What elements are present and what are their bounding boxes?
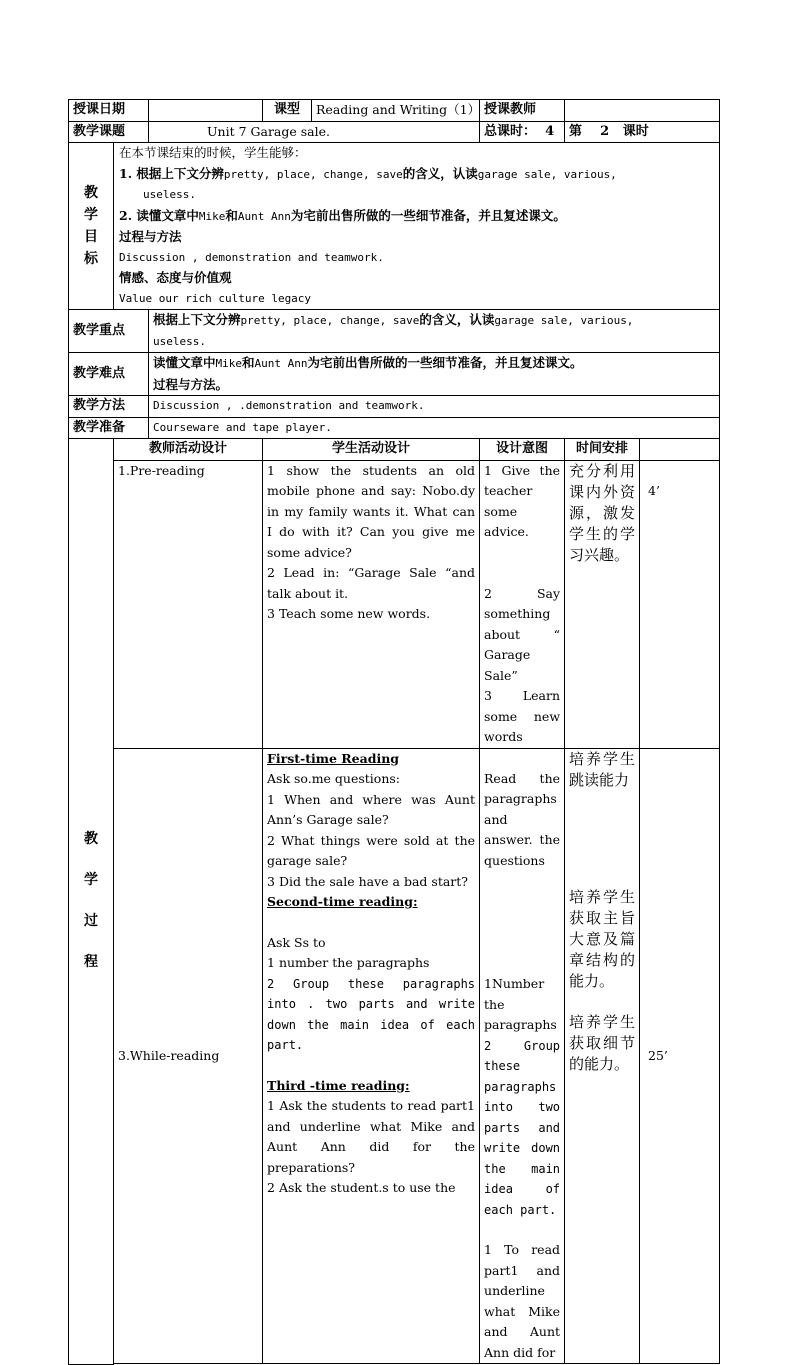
emotion-text: Value our rich culture legacy	[119, 291, 312, 305]
pre-purpose: 充分利用课内外资源，激发学生的学习兴趣。	[565, 460, 640, 748]
while-intent-line: 2 Group these paragraphs into two parts and write down the main idea of each part.	[484, 1038, 561, 1217]
second-reading-title: Second-time reading:	[267, 894, 418, 909]
difficulties-label: 教学难点	[69, 353, 149, 396]
total-hours	[480, 121, 565, 143]
objectives-content	[114, 143, 720, 310]
difficulties-mike: Mike	[215, 357, 243, 370]
teacher-label: 授课教师	[480, 100, 565, 122]
total-label: 总课时：	[484, 123, 537, 139]
process-text: Discussion , demonstration and teamwork.	[119, 250, 384, 264]
pre-intent-line: 2 Say something about “ Garage Sale”	[484, 585, 561, 683]
purpose-line: 培养学生获取主旨大意及篇章结构的能力。	[569, 887, 636, 990]
while-purpose	[565, 748, 640, 1364]
while-stage: 3.While-reading	[114, 748, 263, 1364]
table-row	[69, 460, 720, 748]
col-time: 时间安排	[565, 439, 640, 461]
objective-1	[119, 164, 715, 186]
objective-2-prefix: 2. 读懂文章中	[119, 207, 199, 223]
key-points-words2: garage sale, various,	[494, 314, 634, 327]
date-label: 授课日期	[69, 100, 149, 122]
process-label-char: 程	[84, 954, 98, 971]
difficulties-prefix: 读懂文章中	[153, 355, 216, 370]
key-points-label: 教学重点	[69, 310, 149, 353]
purpose-line: 培养学生获取细节的能力。	[569, 1012, 636, 1073]
objectives-label-char: 标	[84, 251, 98, 267]
purpose-line: 培养学生跳读能力	[569, 749, 636, 789]
process-label-char: 过	[84, 913, 98, 930]
difficulties-rest: 为宅前出售所做的一些细节准备，并且复述课文。	[307, 355, 583, 370]
lesson-plan-table	[68, 99, 720, 1365]
lesson-plan	[68, 99, 719, 1365]
key-points-content	[149, 310, 720, 353]
second-step: 2 Group these paragraphs into . two parts and write down the main idea of each part.	[267, 976, 476, 1052]
objective-2-rest: 为宅前出售所做的一些细节准备，并且复述课文。	[290, 207, 566, 223]
topic-label: 教学课题	[69, 121, 149, 143]
process-title: 过程与方法	[119, 229, 182, 244]
first-intro: Ask so.me questions:	[267, 771, 401, 786]
methods-value: Discussion , .demonstration and teamwork.	[149, 396, 720, 418]
while-intent	[480, 748, 565, 1364]
keshi-label: 课时	[622, 123, 649, 139]
lesson-number	[565, 121, 720, 143]
objective-2-ann: Aunt Ann	[237, 209, 291, 223]
objective-1-mid: 的含义，认读	[402, 165, 478, 181]
key-points-words: pretty, place, change, save	[240, 314, 420, 327]
teacher-value	[565, 100, 720, 122]
objective-2-mike: Mike	[198, 209, 226, 223]
objective-1-cont: useless.	[143, 188, 196, 201]
third-reading-title: Third -time reading:	[267, 1077, 410, 1093]
objectives-label-char: 教	[84, 185, 98, 201]
type-label: 课型	[263, 100, 312, 122]
objective-2-and: 和	[225, 207, 238, 223]
col-teacher: 教师活动设计	[114, 439, 263, 461]
key-points-mid: 的含义，认读	[419, 312, 495, 327]
objectives-label	[69, 143, 114, 310]
pre-intent	[480, 460, 565, 748]
objective-1-prefix: 1. 根据上下文分辨	[119, 165, 224, 181]
topic-value: Unit 7 Garage sale.	[149, 121, 480, 143]
type-value: Reading and Writing（1）	[312, 100, 480, 122]
pre-time: 4’	[640, 460, 720, 748]
difficulties-ann: Aunt Ann	[254, 357, 308, 370]
pre-intent-line: 3 Learn some new words	[484, 688, 561, 744]
while-intent-line: 1 To read part1 and underline what Mike and Aunt Ann did for	[484, 1242, 561, 1360]
lesson-no: 2	[600, 123, 610, 139]
total-value: 4	[545, 123, 555, 139]
difficulties-and: 和	[242, 355, 255, 370]
ask-ss: Ask Ss to	[267, 934, 326, 950]
key-points-cont: useless.	[153, 334, 206, 348]
key-points-prefix: 根据上下文分辨	[153, 312, 241, 327]
question: 2 What things were sold at the garage sale?	[267, 832, 476, 868]
objective-1-words2: garage sale, various,	[477, 167, 617, 181]
objectives-label-char: 目	[84, 229, 98, 245]
process-label	[69, 439, 114, 1365]
pre-student	[263, 460, 480, 748]
difficulties-content	[149, 353, 720, 396]
col-student: 学生活动设计	[263, 439, 480, 461]
pre-student-line: 3 Teach some new words.	[267, 606, 431, 621]
while-intent-line: Read the paragraphs and answer. the questions	[484, 770, 561, 868]
methods-label: 教学方法	[69, 396, 149, 418]
third-step: 1 Ask the students to read part1 and underline what Mike and Aunt Ann did for the preparations?	[267, 1098, 476, 1175]
process-label-char: 学	[84, 872, 98, 889]
question: 1 When and where was Aunt Ann’s Garage sale?	[267, 791, 476, 827]
di-label: 第	[569, 123, 583, 139]
prep-value: Courseware and tape player.	[149, 417, 720, 439]
second-step: 1 number the paragraphs	[267, 955, 430, 970]
first-reading-title: First-time Reading	[267, 750, 400, 766]
question: 3 Did the sale have a bad start?	[267, 873, 468, 889]
while-time: 25’	[640, 748, 720, 1364]
emotion-title: 情感、态度与价值观	[119, 270, 232, 285]
pre-student-line: 2 Lead in: “Garage Sale “and talk about it.	[267, 565, 476, 601]
objective-2	[119, 206, 715, 228]
pre-student-line: 1 show the students an old mobile phone and say: Nobo.dy in my family wants it. What can I do with it? Can you give me some advice?	[267, 462, 476, 560]
pre-intent-line: 1 Give the teacher some advice.	[484, 462, 561, 539]
prep-label: 教学准备	[69, 417, 149, 439]
while-intent-line: 1Number the paragraphs	[484, 976, 557, 1032]
difficulties-line2: 过程与方法。	[153, 376, 229, 392]
third-step: 2 Ask the student.s to use the	[267, 1180, 456, 1195]
objectives-intro: 在本节课结束的时候，学生能够：	[119, 145, 307, 160]
col-intent: 设计意图	[480, 439, 565, 461]
objective-1-words: pretty, place, change, save	[223, 167, 403, 181]
objectives-label-char: 学	[84, 207, 98, 223]
process-label-char: 教	[84, 831, 98, 848]
date-value	[149, 100, 263, 122]
pre-stage: 1.Pre-reading	[114, 460, 263, 748]
table-row	[69, 748, 720, 1364]
col-extra	[640, 439, 720, 461]
while-student	[263, 748, 480, 1364]
